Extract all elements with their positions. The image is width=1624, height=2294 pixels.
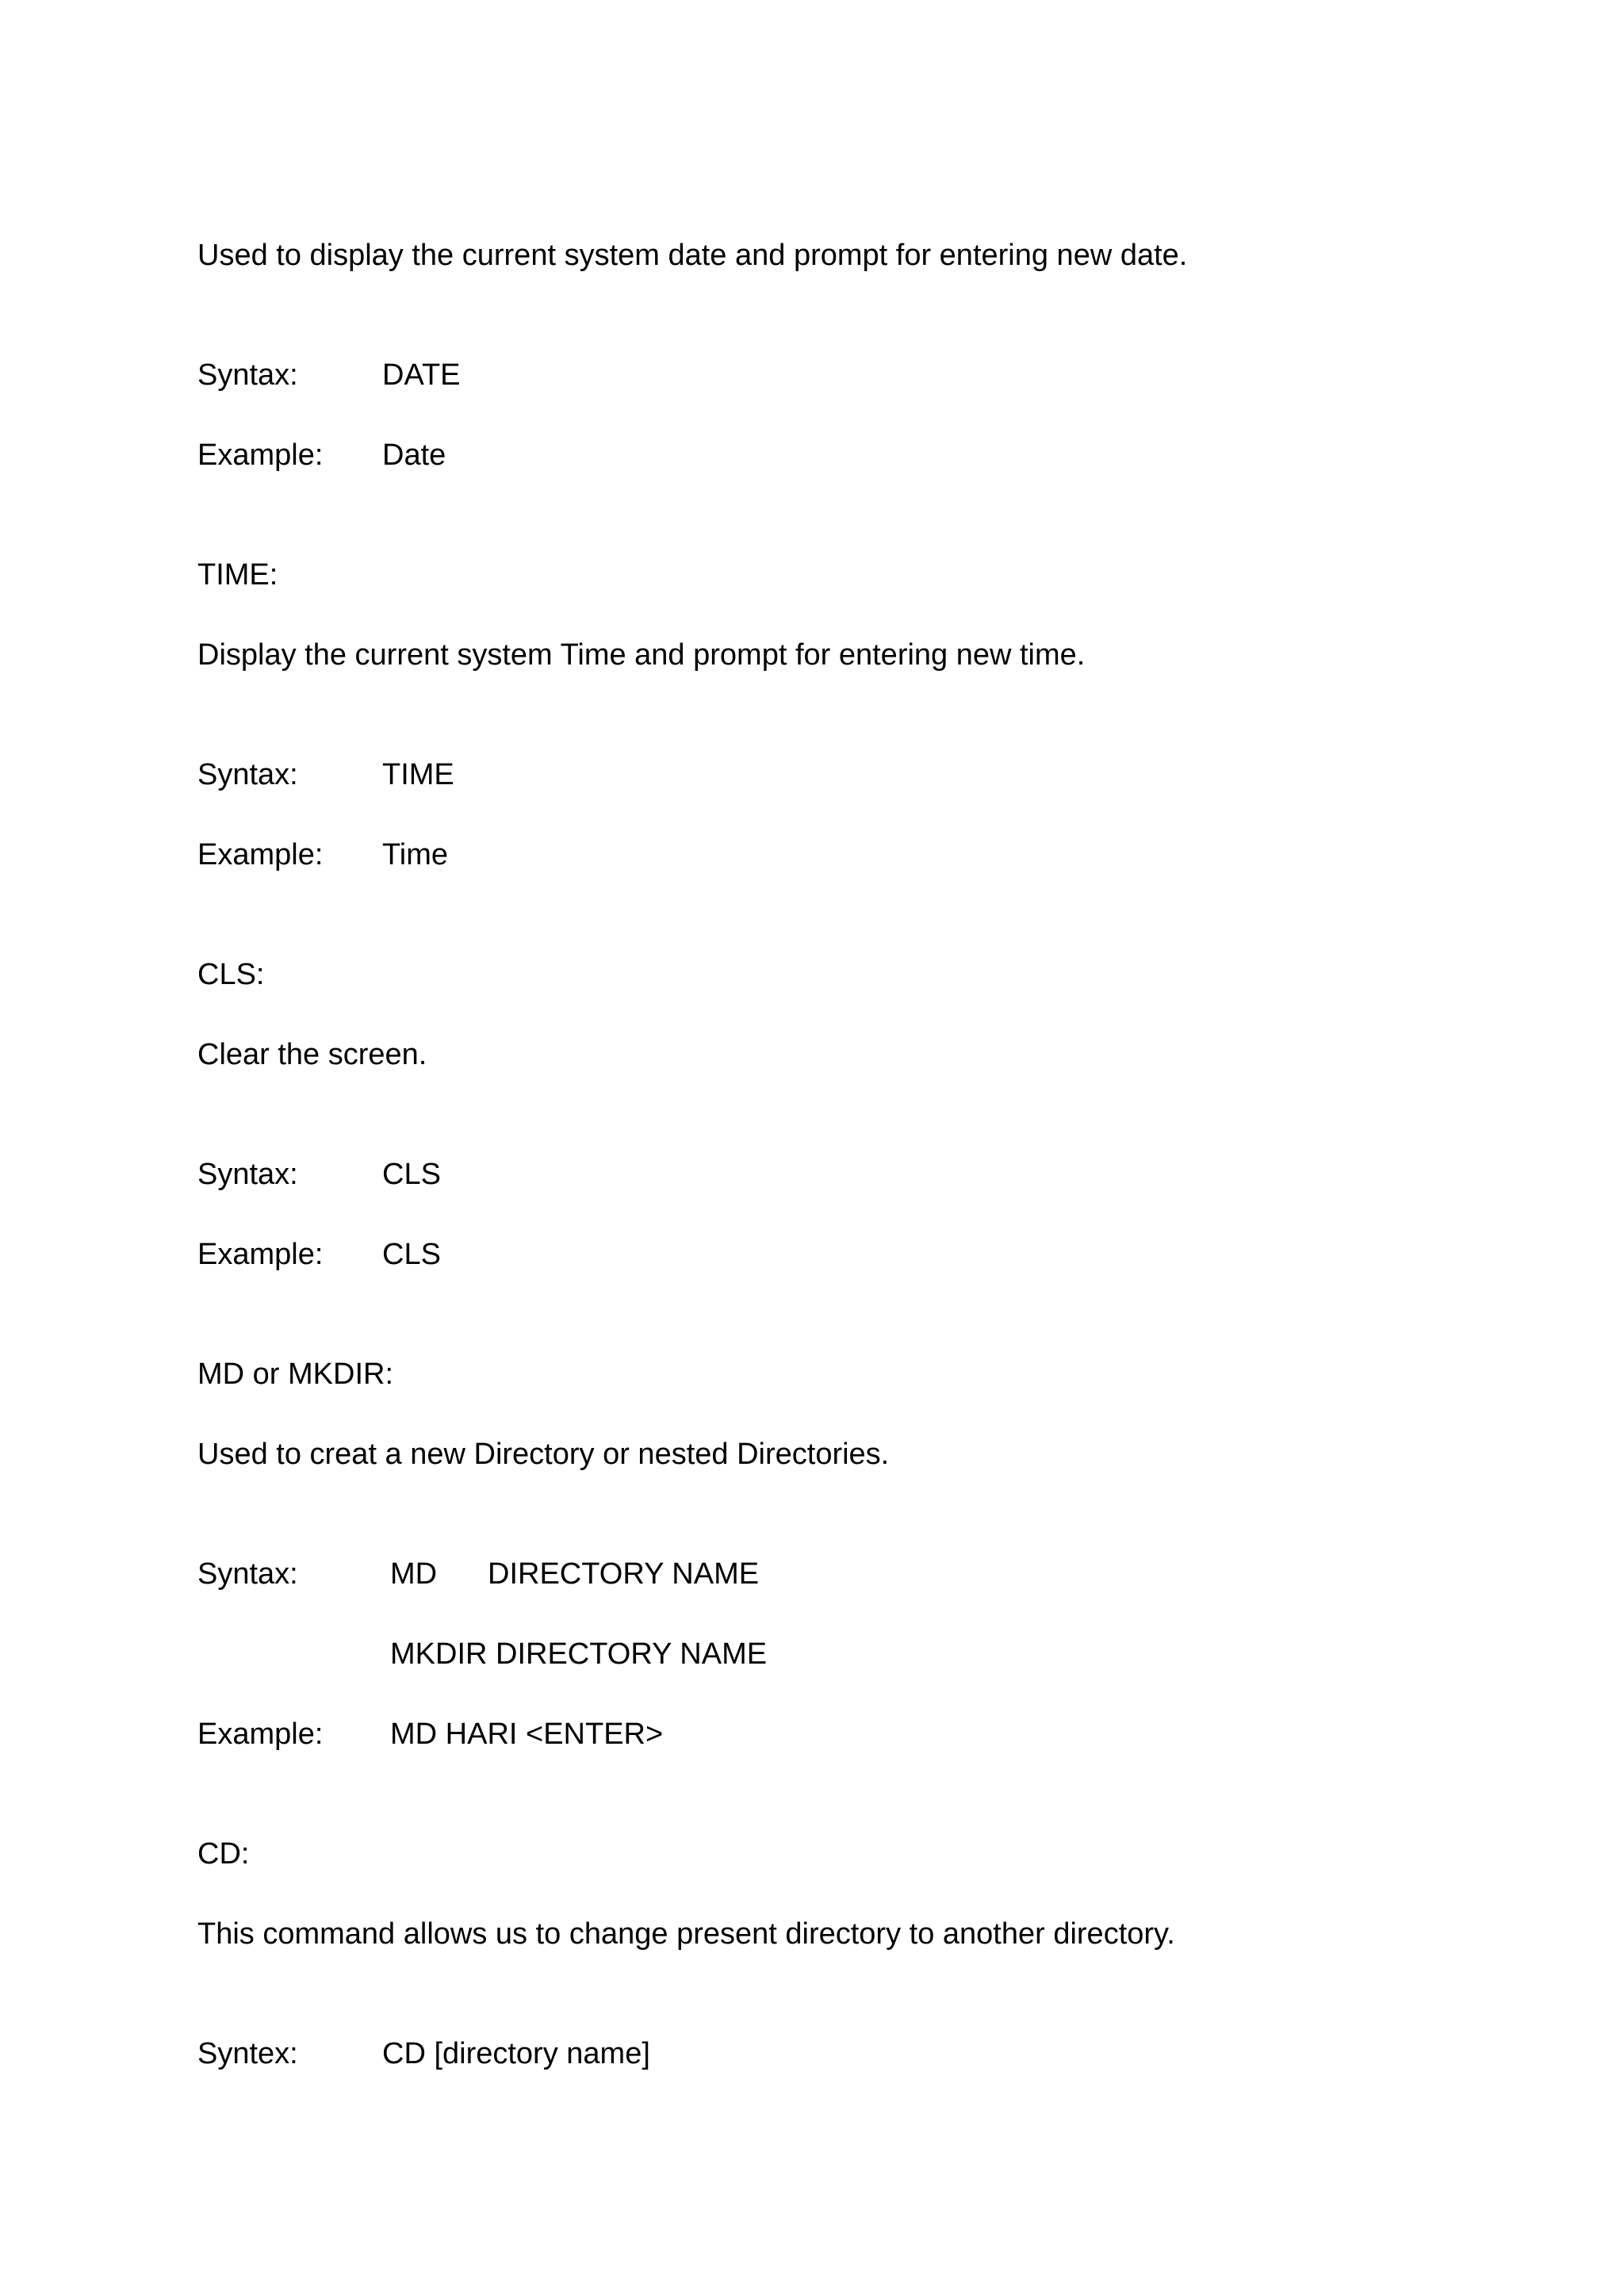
md-syntax-label: Syntax: [197,1557,298,1591]
cls-example-label: Example: [197,1238,324,1271]
cls-heading: CLS: [197,958,265,991]
time-example-label: Example: [197,838,324,871]
md-syntax-command: MD [390,1557,438,1591]
date-example-label: Example: [197,439,324,472]
md-syntax-argument: DIRECTORY NAME [488,1557,760,1591]
time-example-value: Time [382,838,449,871]
cls-syntax-value: CLS [382,1158,441,1191]
mkdir-syntax-line: MKDIR DIRECTORY NAME [390,1637,768,1671]
cd-description: This command allows us to change present directory to another directory. [197,1917,1175,1951]
cls-description: Clear the screen. [197,1038,427,1071]
cd-syntax-value: CD [directory name] [382,2037,650,2070]
md-example-value: MD HARI <ENTER> [390,1718,664,1751]
date-syntax-label: Syntax: [197,358,298,392]
date-syntax-value: DATE [382,358,461,392]
date-description: Used to display the current system date and prompt for entering new date. [197,239,1188,272]
time-syntax-value: TIME [382,758,454,791]
md-description: Used to creat a new Directory or nested Directories. [197,1438,890,1471]
cls-example-value: CLS [382,1238,441,1271]
cd-heading: CD: [197,1837,250,1871]
date-example-value: Date [382,439,446,472]
time-description: Display the current system Time and prompt for entering new time. [197,638,1086,672]
cls-syntax-label: Syntax: [197,1158,298,1191]
time-syntax-label: Syntax: [197,758,298,791]
md-example-label: Example: [197,1718,324,1751]
time-heading: TIME: [197,558,278,592]
cd-syntax-label: Syntex: [197,2037,298,2070]
md-heading: MD or MKDIR: [197,1358,393,1391]
